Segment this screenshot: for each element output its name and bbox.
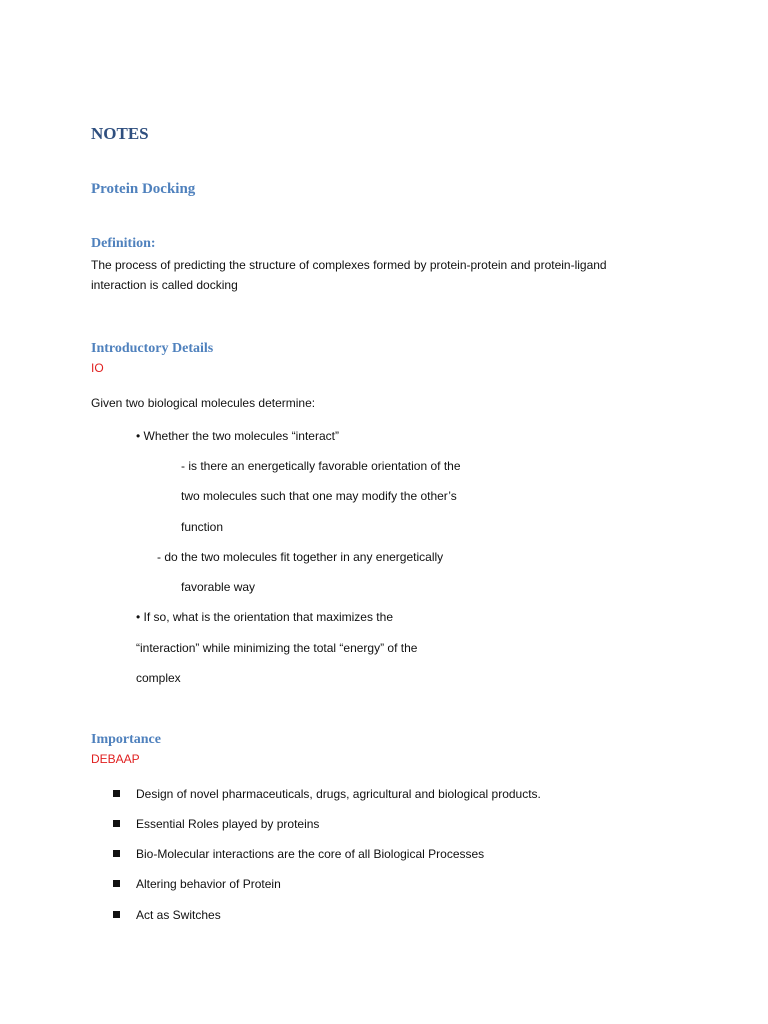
introductory-line: - do the two molecules fit together in any energetically — [157, 550, 444, 564]
introductory-line: favorable way — [181, 580, 256, 594]
introductory-line: - is there an energetically favorable orientation of the — [181, 459, 461, 473]
introductory-line: two molecules such that one may modify the other’s — [181, 489, 457, 503]
square-bullet-icon — [113, 790, 120, 797]
definition-line: The process of predicting the structure of complexes formed by protein-protein and protein-ligand — [91, 258, 607, 272]
introductory-line: complex — [136, 671, 181, 685]
square-bullet-icon — [113, 911, 120, 918]
introductory-line: function — [181, 520, 224, 534]
importance-heading: Importance — [91, 732, 161, 747]
importance-mnemonic: DEBAAP — [91, 752, 140, 766]
introductory-line: “interaction” while minimizing the total “energy” of the — [136, 641, 418, 655]
definition-heading: Definition: — [91, 236, 156, 251]
introductory-line: • Whether the two molecules “interact” — [136, 429, 339, 443]
importance-item: Bio-Molecular interactions are the core of all Biological Processes — [136, 847, 485, 861]
definition-line: interaction is called docking — [91, 278, 238, 292]
importance-item: Altering behavior of Protein — [136, 877, 281, 891]
importance-item: Act as Switches — [136, 908, 221, 922]
introductory-line: • If so, what is the orientation that maximizes the — [136, 610, 393, 624]
square-bullet-icon — [113, 820, 120, 827]
importance-item: Design of novel pharmaceuticals, drugs, agricultural and biological products. — [136, 787, 541, 801]
introductory-heading: Introductory Details — [91, 341, 214, 356]
introductory-mnemonic: IO — [91, 361, 104, 375]
topic-heading: Protein Docking — [91, 181, 196, 197]
square-bullet-icon — [113, 850, 120, 857]
square-bullet-icon — [113, 880, 120, 887]
importance-item: Essential Roles played by proteins — [136, 817, 320, 831]
introductory-intro-line: Given two biological molecules determine: — [91, 396, 316, 410]
document-title: NOTES — [91, 124, 149, 143]
